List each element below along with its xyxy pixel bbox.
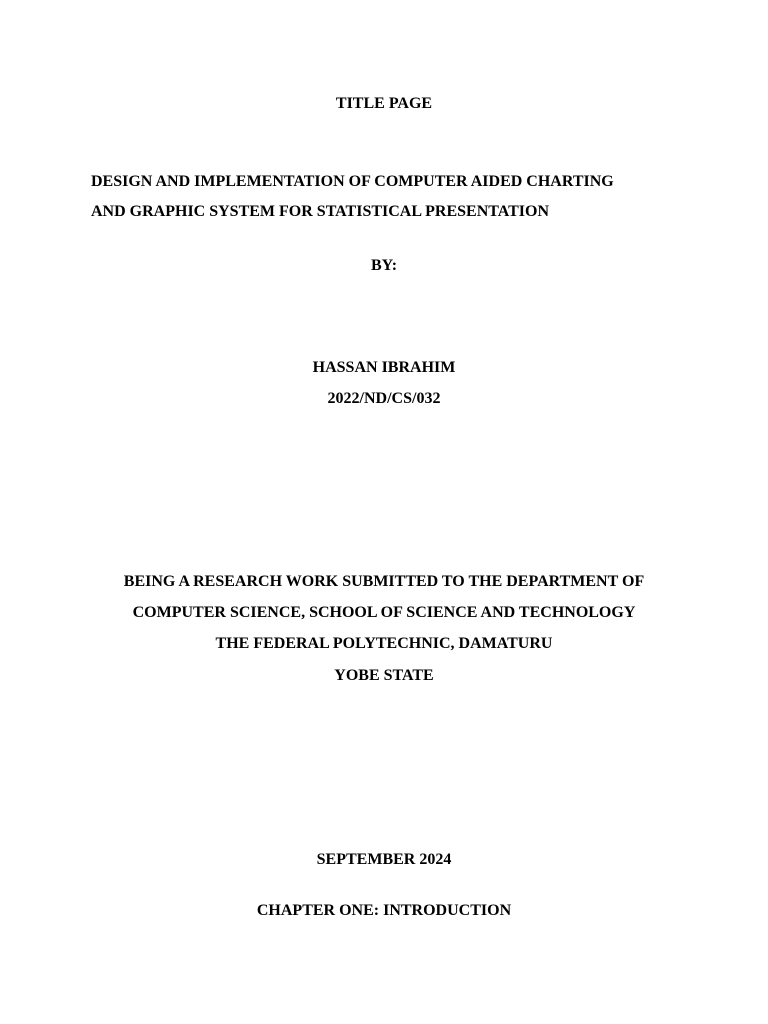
page-heading: TITLE PAGE <box>335 95 433 112</box>
submission-line-4: YOBE STATE <box>334 667 434 684</box>
submission-line-3: THE FEDERAL POLYTECHNIC, DAMATURU <box>215 635 553 652</box>
submission-line-1: BEING A RESEARCH WORK SUBMITTED TO THE DEPARTMENT OF <box>123 573 645 590</box>
author-name: HASSAN IBRAHIM <box>312 359 456 376</box>
submission-date: SEPTEMBER 2024 <box>316 851 452 868</box>
matric-number: 2022/ND/CS/032 <box>327 390 441 407</box>
chapter-heading: CHAPTER ONE: INTRODUCTION <box>256 902 512 919</box>
project-title-line-1: DESIGN AND IMPLEMENTATION OF COMPUTER AIDED CHARTING <box>91 173 614 190</box>
by-label: BY: <box>370 257 398 274</box>
project-title-line-2: AND GRAPHIC SYSTEM FOR STATISTICAL PRESENTATION <box>91 203 550 220</box>
submission-line-2: COMPUTER SCIENCE, SCHOOL OF SCIENCE AND TECHNOLOGY <box>132 604 636 621</box>
